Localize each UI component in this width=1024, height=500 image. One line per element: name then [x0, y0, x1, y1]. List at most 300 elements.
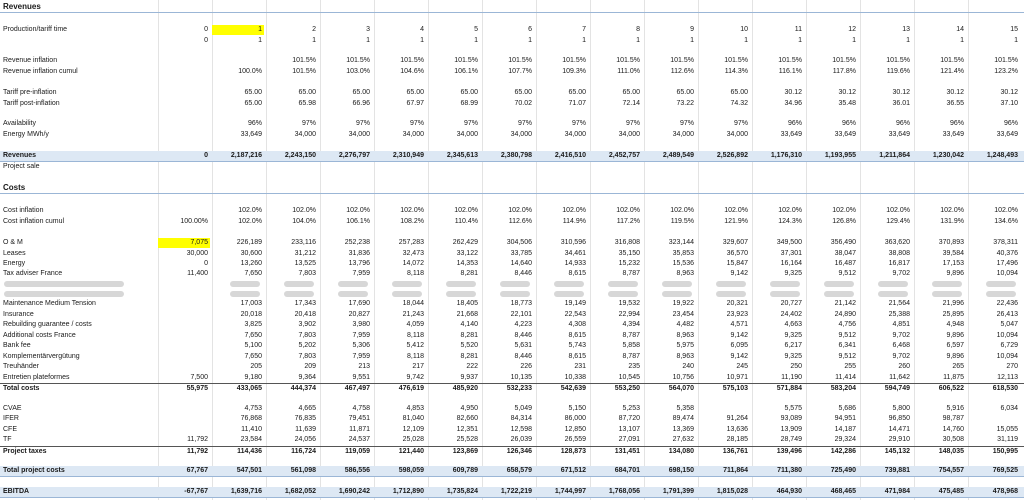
cell-col-15[interactable]: 15,055 — [996, 426, 1018, 433]
cell-col-5[interactable]: 18,405 — [456, 300, 478, 307]
cell-col-15[interactable]: 26,413 — [996, 311, 1018, 318]
cell-col-5[interactable]: 9,937 — [460, 374, 478, 381]
cell-col-15[interactable]: 6,729 — [1000, 342, 1018, 349]
cell-col-15[interactable]: 123.2% — [994, 68, 1018, 75]
cell-col-8[interactable]: 97% — [625, 120, 640, 127]
cell-col-10[interactable]: 114.3% — [724, 68, 748, 75]
cell-col-13[interactable]: 9,702 — [892, 270, 910, 277]
cell-col-6[interactable]: 12,598 — [510, 426, 532, 433]
cell-col-10[interactable]: 6,095 — [730, 342, 748, 349]
cell-col-5[interactable]: 8,281 — [460, 353, 478, 360]
cell-col-7[interactable]: 2,416,510 — [554, 152, 586, 159]
cell-col-9[interactable]: 9 — [690, 26, 694, 33]
cell-col-13[interactable]: 9,702 — [892, 353, 910, 360]
cell-col-6[interactable]: 226 — [520, 363, 532, 370]
cell-col-3[interactable]: 34,000 — [348, 131, 370, 138]
cell-col-4[interactable]: 8,118 — [407, 353, 424, 360]
cell-col-15[interactable]: 134.6% — [994, 218, 1018, 225]
cell-col-1[interactable]: 23,584 — [240, 436, 262, 443]
cell-col-6[interactable]: 33,785 — [510, 250, 532, 257]
cell-col-2[interactable]: 7,803 — [298, 270, 316, 277]
cell-col-14[interactable]: 14,760 — [942, 426, 964, 433]
cell-col-6[interactable]: 34,000 — [510, 131, 532, 138]
cell-col-9[interactable]: 1,791,399 — [662, 488, 694, 495]
row-availability[interactable] — [0, 119, 1024, 129]
cell-col-4[interactable]: 101.5% — [400, 57, 424, 64]
cell-col-9[interactable]: 4,482 — [676, 321, 694, 328]
cell-col-5[interactable]: 33,122 — [456, 250, 478, 257]
cell-col-1[interactable]: 4,753 — [244, 405, 262, 412]
cell-col-2[interactable]: 65.00 — [298, 89, 316, 96]
cell-col-1[interactable]: 96% — [247, 120, 262, 127]
cell-col-2[interactable]: 11,639 — [295, 426, 316, 433]
cell-col-2[interactable]: 31,212 — [294, 250, 316, 257]
cell-col-11[interactable]: 711,380 — [777, 467, 802, 474]
row-energy-mwh[interactable] — [0, 130, 1024, 140]
cell-col-2[interactable]: 444,374 — [290, 385, 316, 392]
cell-col-2[interactable]: 209 — [304, 363, 316, 370]
cell-col-13[interactable]: 36.01 — [892, 100, 910, 107]
cell-col-11[interactable]: 37,301 — [780, 250, 802, 257]
cell-col-8[interactable]: 13,107 — [618, 426, 640, 433]
cell-col-11[interactable]: 250 — [790, 363, 802, 370]
row-project-taxes[interactable] — [0, 446, 1024, 457]
cell-col-9[interactable]: 698,150 — [668, 467, 694, 474]
cell-col-15[interactable]: 478,968 — [992, 488, 1018, 495]
cell-col-15[interactable]: 10,094 — [996, 332, 1018, 339]
cell-col-8[interactable]: 22,994 — [618, 311, 640, 318]
cell-col-14[interactable]: 5,916 — [946, 405, 964, 412]
cell-col-12[interactable]: 96% — [841, 120, 856, 127]
cell-col-0[interactable]: 55,975 — [186, 385, 208, 392]
cell-col-13[interactable]: 4,851 — [892, 321, 910, 328]
row-leases[interactable] — [0, 249, 1024, 259]
row-production-tariff-time[interactable] — [0, 25, 1024, 35]
cell-col-1[interactable]: 33,649 — [240, 131, 262, 138]
cell-col-8[interactable]: 131,451 — [614, 448, 640, 455]
cell-col-5[interactable]: 65.00 — [460, 89, 478, 96]
cell-col-1[interactable]: 65.00 — [244, 89, 262, 96]
cell-col-15[interactable]: 37.10 — [1000, 100, 1018, 107]
cell-col-0[interactable]: 11,400 — [187, 270, 208, 277]
cell-col-5[interactable]: 102.0% — [454, 207, 478, 214]
cell-col-11[interactable]: 9,325 — [784, 353, 802, 360]
cell-col-10[interactable]: 102.0% — [724, 207, 748, 214]
cell-col-11[interactable]: 102.0% — [778, 207, 802, 214]
cell-col-4[interactable]: 12,109 — [402, 426, 424, 433]
cell-col-9[interactable]: 112.6% — [670, 68, 694, 75]
cell-col-4[interactable]: 102.0% — [400, 207, 424, 214]
cell-col-3[interactable]: 2,276,797 — [338, 152, 370, 159]
cell-col-4[interactable]: 81,040 — [402, 415, 424, 422]
cell-col-13[interactable]: 1,211,864 — [879, 152, 910, 159]
cell-col-9[interactable]: 89,474 — [672, 415, 694, 422]
cell-col-9[interactable]: 119.5% — [670, 218, 694, 225]
cell-col-11[interactable]: 93,089 — [780, 415, 802, 422]
cell-col-14[interactable]: 96% — [949, 120, 964, 127]
cell-col-3[interactable]: 101.5% — [346, 57, 370, 64]
cell-col-5[interactable]: 34,000 — [456, 131, 478, 138]
cell-col-5[interactable]: 5,520 — [460, 342, 478, 349]
cell-col-0[interactable]: 7,500 — [190, 374, 208, 381]
cell-col-14[interactable]: 102.0% — [940, 207, 964, 214]
cell-col-15[interactable]: 1,248,493 — [986, 152, 1018, 159]
cell-col-13[interactable]: 38,808 — [888, 250, 910, 257]
cell-col-0[interactable]: 11,792 — [187, 436, 208, 443]
cell-col-4[interactable]: 8,118 — [407, 270, 424, 277]
cell-col-9[interactable]: 5,358 — [676, 405, 694, 412]
cell-col-2[interactable]: 5,202 — [298, 342, 316, 349]
cell-col-11[interactable]: 139,496 — [776, 448, 802, 455]
cell-col-9[interactable]: 8,963 — [676, 353, 694, 360]
cell-col-2[interactable]: 116,724 — [291, 448, 316, 455]
cell-col-3[interactable]: 252,238 — [344, 239, 370, 246]
cell-col-11[interactable]: 1,176,310 — [770, 152, 802, 159]
cell-col-14[interactable]: 9,896 — [946, 353, 964, 360]
row-cvae[interactable] — [0, 404, 1024, 414]
cell-col-6[interactable]: 18,773 — [510, 300, 532, 307]
cell-col-11[interactable]: 33,649 — [780, 131, 802, 138]
cell-col-13[interactable]: 119.6% — [886, 68, 910, 75]
cell-col-12[interactable]: 94,951 — [834, 415, 856, 422]
cell-col-14[interactable]: 148,035 — [938, 448, 964, 455]
cell-col-11[interactable]: 11,190 — [781, 374, 802, 381]
row-tax-adviser-france[interactable] — [0, 269, 1024, 279]
cell-col-13[interactable]: 363,620 — [884, 239, 910, 246]
cell-col-12[interactable]: 583,204 — [830, 385, 856, 392]
cell-col-8[interactable]: 101.5% — [616, 57, 640, 64]
cell-col-3[interactable]: 119,059 — [345, 448, 370, 455]
cell-col-9[interactable]: 102.0% — [670, 207, 694, 214]
cell-col-15[interactable]: 12,113 — [997, 374, 1018, 381]
cell-col-1[interactable]: 9,180 — [244, 374, 262, 381]
cell-col-12[interactable]: 142,286 — [830, 448, 856, 455]
cell-col-3[interactable]: 20,827 — [348, 311, 370, 318]
cell-col-2[interactable]: 1 — [312, 37, 316, 44]
cell-col-13[interactable]: 30.12 — [892, 89, 910, 96]
cell-col-3[interactable]: 97% — [355, 120, 370, 127]
cell-col-1[interactable]: 20,018 — [240, 311, 262, 318]
cell-col-1[interactable]: 226,189 — [236, 239, 262, 246]
cell-col-11[interactable]: 11 — [794, 26, 802, 33]
cell-col-3[interactable]: 17,690 — [348, 300, 370, 307]
cell-col-2[interactable]: 34,000 — [294, 131, 316, 138]
cell-col-3[interactable]: 106.1% — [346, 218, 370, 225]
cell-col-2[interactable]: 65.98 — [298, 100, 316, 107]
cell-col-9[interactable]: 8,963 — [676, 332, 694, 339]
cell-col-6[interactable]: 8,446 — [514, 332, 532, 339]
cell-col-2[interactable]: 101.5% — [292, 68, 316, 75]
cell-col-12[interactable]: 101.5% — [832, 57, 856, 64]
cell-col-7[interactable]: 5,743 — [568, 342, 586, 349]
cell-col-2[interactable]: 233,116 — [291, 239, 316, 246]
cell-col-13[interactable]: 102.0% — [886, 207, 910, 214]
cell-col-14[interactable]: 9,896 — [946, 270, 964, 277]
cell-col-13[interactable]: 5,800 — [892, 405, 910, 412]
cell-col-12[interactable]: 11,414 — [835, 374, 856, 381]
cell-col-8[interactable]: 8,787 — [622, 353, 640, 360]
cell-col-8[interactable]: 27,091 — [618, 436, 640, 443]
cell-col-5[interactable]: 222 — [466, 363, 478, 370]
row-treuhaender[interactable] — [0, 362, 1024, 372]
cell-col-12[interactable]: 126.8% — [832, 218, 856, 225]
cell-col-15[interactable]: 150,995 — [992, 448, 1018, 455]
cell-col-3[interactable]: 24,537 — [348, 436, 370, 443]
cell-col-11[interactable]: 464,930 — [776, 488, 802, 495]
cell-col-9[interactable]: 1 — [690, 37, 694, 44]
cell-col-2[interactable]: 76,835 — [294, 415, 316, 422]
cell-col-10[interactable]: 136,761 — [722, 448, 748, 455]
cell-col-9[interactable]: 101.5% — [670, 57, 694, 64]
cell-col-1[interactable]: 13,260 — [240, 260, 262, 267]
cell-col-9[interactable]: 323,144 — [668, 239, 694, 246]
cell-col-13[interactable]: 33,649 — [888, 131, 910, 138]
cell-col-11[interactable]: 349,500 — [776, 239, 802, 246]
cell-col-6[interactable]: 532,233 — [506, 385, 532, 392]
cell-col-2[interactable]: 104.0% — [292, 218, 316, 225]
cell-col-5[interactable]: 21,668 — [456, 311, 478, 318]
cell-col-5[interactable]: 4,140 — [460, 321, 478, 328]
cell-col-2[interactable]: 102.0% — [292, 207, 316, 214]
cell-col-14[interactable]: 606,522 — [938, 385, 964, 392]
cell-col-13[interactable]: 739,881 — [884, 467, 910, 474]
cell-col-5[interactable]: 14,353 — [456, 260, 478, 267]
cell-col-8[interactable]: 19,532 — [618, 300, 640, 307]
cell-col-9[interactable]: 5,975 — [676, 342, 694, 349]
cell-col-15[interactable]: 270 — [1006, 363, 1018, 370]
cell-col-10[interactable]: 65.00 — [730, 89, 748, 96]
cell-col-14[interactable]: 370,893 — [938, 239, 964, 246]
cell-col-6[interactable]: 8,446 — [514, 353, 532, 360]
cell-col-2[interactable]: 7,803 — [298, 332, 316, 339]
cell-col-7[interactable]: 71.07 — [568, 100, 586, 107]
cell-col-13[interactable]: 21,564 — [888, 300, 910, 307]
cell-col-7[interactable]: 4,308 — [568, 321, 586, 328]
cell-col-4[interactable]: 14,072 — [402, 260, 424, 267]
cell-col-11[interactable]: 34.96 — [784, 100, 802, 107]
cell-col-6[interactable]: 304,506 — [506, 239, 532, 246]
cell-col-1[interactable]: 7,650 — [244, 270, 262, 277]
row-tariff-post-inflation[interactable] — [0, 99, 1024, 109]
cell-col-7[interactable]: 102.0% — [562, 207, 586, 214]
cell-col-12[interactable]: 12 — [848, 26, 856, 33]
cell-col-12[interactable]: 38,047 — [834, 250, 856, 257]
cell-col-10[interactable]: 9,142 — [730, 353, 748, 360]
cell-col-4[interactable]: 25,028 — [402, 436, 424, 443]
cell-col-5[interactable]: 2,345,613 — [446, 152, 478, 159]
cell-col-2[interactable]: 3,902 — [298, 321, 316, 328]
cell-col-7[interactable]: 34,000 — [564, 131, 586, 138]
cell-col-4[interactable]: 108.2% — [400, 218, 424, 225]
cell-col-2[interactable]: 1,682,052 — [284, 488, 316, 495]
cell-col-11[interactable]: 9,325 — [784, 332, 802, 339]
cell-col-0[interactable]: 0 — [204, 152, 208, 159]
row-revenue-inflation[interactable] — [0, 56, 1024, 66]
cell-col-6[interactable]: 70.02 — [514, 100, 532, 107]
cell-col-4[interactable]: 257,283 — [398, 239, 424, 246]
cell-col-15[interactable]: 101.5% — [994, 57, 1018, 64]
cell-col-10[interactable]: 575,103 — [722, 385, 748, 392]
cell-col-6[interactable]: 5,631 — [514, 342, 532, 349]
cell-col-8[interactable]: 35,150 — [618, 250, 640, 257]
cell-col-3[interactable]: 11,871 — [349, 426, 370, 433]
cell-col-13[interactable]: 16,817 — [888, 260, 910, 267]
cell-col-2[interactable]: 2,243,150 — [284, 152, 316, 159]
cell-col-2[interactable]: 20,418 — [294, 311, 316, 318]
cell-col-8[interactable]: 2,452,757 — [608, 152, 640, 159]
cell-col-4[interactable]: 18,044 — [402, 300, 424, 307]
cell-col-1[interactable]: 102.0% — [238, 218, 262, 225]
cell-col-11[interactable]: 4,663 — [784, 321, 802, 328]
row-additional-costs-france[interactable] — [0, 331, 1024, 341]
cell-col-13[interactable]: 14,471 — [888, 426, 910, 433]
cell-col-7[interactable]: 10,338 — [564, 374, 586, 381]
cell-col-7[interactable]: 1 — [582, 37, 586, 44]
cell-col-4[interactable]: 67.97 — [406, 100, 424, 107]
cell-col-4[interactable]: 598,059 — [398, 467, 424, 474]
cell-col-15[interactable]: 102.0% — [994, 207, 1018, 214]
cell-col-1[interactable]: 65.00 — [244, 100, 262, 107]
cell-col-10[interactable]: 1 — [744, 37, 748, 44]
cell-col-3[interactable]: 65.00 — [352, 89, 370, 96]
cell-col-10[interactable]: 329,607 — [722, 239, 748, 246]
cell-col-7[interactable]: 310,596 — [560, 239, 586, 246]
cell-col-11[interactable]: 20,727 — [780, 300, 802, 307]
cell-col-1[interactable]: 17,003 — [240, 300, 262, 307]
cell-col-12[interactable]: 9,512 — [838, 353, 856, 360]
cell-col-3[interactable]: 586,556 — [344, 467, 370, 474]
cell-col-8[interactable]: 72.14 — [622, 100, 640, 107]
cell-col-7[interactable]: 65.00 — [568, 89, 586, 96]
cell-col-5[interactable]: 123,869 — [452, 448, 478, 455]
cell-col-8[interactable]: 8 — [636, 26, 640, 33]
cell-col-10[interactable]: 28,185 — [726, 436, 748, 443]
cell-col-11[interactable]: 16,164 — [780, 260, 802, 267]
cell-col-6[interactable]: 10,135 — [510, 374, 532, 381]
cell-col-1[interactable]: 7,650 — [244, 332, 262, 339]
cell-col-7[interactable]: 34,461 — [564, 250, 586, 257]
cell-col-11[interactable]: 1 — [798, 37, 802, 44]
cell-col-13[interactable]: 1 — [906, 37, 910, 44]
cell-col-6[interactable]: 97% — [517, 120, 532, 127]
cell-col-5[interactable]: 262,429 — [452, 239, 478, 246]
cell-col-3[interactable]: 31,836 — [348, 250, 370, 257]
cell-col-9[interactable]: 35,853 — [672, 250, 694, 257]
cell-col-14[interactable]: 475,485 — [938, 488, 964, 495]
row-rebuilding-guarantee[interactable] — [0, 320, 1024, 330]
cell-col-9[interactable]: 15,536 — [672, 260, 694, 267]
cell-col-10[interactable]: 15,847 — [726, 260, 748, 267]
cell-col-8[interactable]: 8,787 — [622, 270, 640, 277]
cell-col-11[interactable]: 6,217 — [784, 342, 802, 349]
cell-col-1[interactable]: 30,600 — [240, 250, 262, 257]
cell-col-15[interactable]: 96% — [1003, 120, 1018, 127]
cell-col-4[interactable]: 1,712,890 — [392, 488, 424, 495]
cell-col-12[interactable]: 255 — [844, 363, 856, 370]
cell-col-6[interactable]: 1,722,219 — [500, 488, 532, 495]
cell-col-1[interactable]: 114,436 — [237, 448, 262, 455]
cell-col-14[interactable]: 131.9% — [940, 218, 964, 225]
cell-col-12[interactable]: 117.8% — [832, 68, 856, 75]
cell-col-13[interactable]: 145,132 — [884, 448, 910, 455]
cell-col-14[interactable]: 1,230,042 — [932, 152, 964, 159]
cell-col-6[interactable]: 2,380,798 — [500, 152, 532, 159]
row-cost-inflation[interactable] — [0, 206, 1024, 216]
cell-col-14[interactable]: 30.12 — [946, 89, 964, 96]
cell-col-9[interactable]: 73.22 — [676, 100, 694, 107]
cell-col-8[interactable]: 316,808 — [614, 239, 640, 246]
cell-col-14[interactable]: 17,153 — [942, 260, 964, 267]
row-cfe[interactable] — [0, 425, 1024, 435]
cell-col-2[interactable]: 7,803 — [298, 353, 316, 360]
cell-col-12[interactable]: 24,890 — [834, 311, 856, 318]
cell-col-8[interactable]: 87,720 — [618, 415, 640, 422]
cell-col-0[interactable]: 30,000 — [186, 250, 208, 257]
row-entretien-plateformes[interactable] — [0, 373, 1024, 383]
cell-col-13[interactable]: 96,850 — [888, 415, 910, 422]
cell-col-8[interactable]: 117.2% — [616, 218, 640, 225]
row-maintenance-medium-tension[interactable] — [0, 299, 1024, 309]
cell-col-15[interactable]: 30.12 — [1000, 89, 1018, 96]
cell-col-7[interactable]: 5,150 — [568, 405, 586, 412]
cell-col-10[interactable]: 10,971 — [726, 374, 748, 381]
cell-col-4[interactable]: 9,742 — [406, 374, 424, 381]
cell-col-12[interactable]: 1 — [852, 37, 856, 44]
cell-col-0[interactable]: 0 — [204, 26, 208, 33]
cell-col-7[interactable]: 231 — [574, 363, 586, 370]
cell-col-7[interactable]: 101.5% — [562, 57, 586, 64]
cell-col-10[interactable]: 4,571 — [730, 321, 748, 328]
cell-col-11[interactable]: 13,909 — [780, 426, 802, 433]
cell-col-4[interactable]: 104.6% — [400, 68, 424, 75]
cell-col-10[interactable]: 9,142 — [730, 270, 748, 277]
cell-col-4[interactable]: 4 — [420, 26, 424, 33]
cell-col-5[interactable]: 97% — [463, 120, 478, 127]
cell-col-0[interactable]: 0 — [204, 260, 208, 267]
cell-col-4[interactable]: 5,412 — [406, 342, 424, 349]
cell-col-5[interactable]: 4,950 — [460, 405, 478, 412]
cell-col-15[interactable]: 1 — [1014, 37, 1018, 44]
cell-col-7[interactable]: 109.3% — [562, 68, 586, 75]
cell-col-6[interactable]: 65.00 — [514, 89, 532, 96]
cell-col-15[interactable]: 10,094 — [996, 270, 1018, 277]
cell-col-5[interactable]: 5 — [474, 26, 478, 33]
row-ifer[interactable] — [0, 414, 1024, 424]
cell-col-4[interactable]: 97% — [409, 120, 424, 127]
cell-col-13[interactable]: 129.4% — [886, 218, 910, 225]
cell-col-15[interactable]: 31,119 — [997, 436, 1018, 443]
cell-col-7[interactable]: 8,615 — [568, 332, 586, 339]
cell-col-4[interactable]: 1 — [420, 37, 424, 44]
cell-col-6[interactable]: 4,223 — [514, 321, 532, 328]
cell-col-6[interactable]: 112.6% — [508, 218, 532, 225]
cell-col-12[interactable]: 5,686 — [838, 405, 856, 412]
cell-col-7[interactable]: 8,615 — [568, 353, 586, 360]
cell-col-9[interactable]: 240 — [682, 363, 694, 370]
cell-col-14[interactable]: 4,948 — [946, 321, 964, 328]
cell-col-5[interactable]: 82,660 — [456, 415, 478, 422]
cell-col-15[interactable]: 618,530 — [992, 385, 1018, 392]
cell-col-1[interactable]: 1,639,716 — [230, 488, 262, 495]
cell-col-8[interactable]: 684,701 — [614, 467, 640, 474]
cell-col-12[interactable]: 356,490 — [830, 239, 856, 246]
cell-col-5[interactable]: 1 — [474, 37, 478, 44]
cell-col-14[interactable]: 754,557 — [938, 467, 964, 474]
cell-col-3[interactable]: 467,497 — [344, 385, 370, 392]
cell-col-4[interactable]: 65.00 — [406, 89, 424, 96]
cell-col-4[interactable]: 32,473 — [402, 250, 424, 257]
cell-col-2[interactable]: 24,056 — [294, 436, 316, 443]
